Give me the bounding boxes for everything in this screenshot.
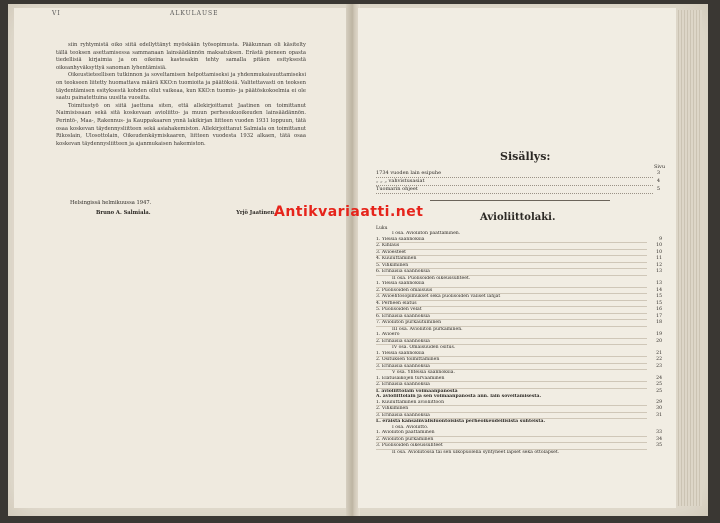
contents-label: 1. Avioero [376, 332, 647, 339]
signature-salmiala: Bruno A. Salmiala. [96, 210, 151, 216]
contents-label: 2. Vihkiminen [376, 406, 647, 413]
contents-label: 3. Erinäisiä säännöksiä [376, 364, 647, 371]
toc-page-label: Sivu [654, 164, 666, 170]
contents-page: 20 [656, 338, 662, 344]
contents-label: 7. Avioliiton purkautuminen [376, 320, 647, 327]
contents-page: 17 [656, 313, 662, 319]
contents-label: 1. Elatusaikojen turvaaminen [376, 376, 647, 383]
contents-page: 10 [656, 249, 662, 255]
contents-page: 24 [656, 375, 662, 381]
contents-page: 22 [656, 357, 662, 362]
contents-label: 1. Yleisiä säännöksiä [376, 237, 647, 244]
toc-item: Tuomarin ohjeet 5 [376, 186, 660, 192]
contents-page: 31 [656, 412, 662, 418]
contents-list [376, 231, 662, 455]
contents-label: 3. Avioehtosopimukset sekä puolisoiden väliset lahjat [376, 294, 647, 301]
contents-page: 9 [659, 236, 662, 242]
contents-page: 29 [656, 399, 662, 405]
contents-page: 21 [656, 350, 662, 356]
contents-page: 34 [656, 436, 662, 442]
contents-page: 25 [656, 388, 662, 394]
contents-label: 2. Avioliiton purkaminen [376, 437, 647, 444]
contents-label: 6. Erinäisiä säännöksiä [376, 314, 647, 321]
contents-page [650, 450, 662, 456]
contents-label: 4. Kuuluttaminen [376, 256, 647, 263]
contents-label: 1. Yleisiä säännöksiä [376, 281, 647, 288]
toc-list [376, 170, 660, 194]
contents-label: 4. Perheen elatus [376, 301, 647, 308]
contents-page: 25 [656, 382, 662, 387]
contents-page: 33 [656, 430, 662, 435]
contents-label: 1. Avioliiton päättäminen [376, 430, 647, 437]
contents-label: 1. Kuuluttaminen avioliittoon [376, 400, 647, 407]
contents-label: 2. Kihlaus [376, 243, 647, 250]
contents-page: 16 [656, 307, 662, 312]
contents-page: 19 [656, 332, 662, 337]
contents-page: 12 [656, 262, 662, 268]
signature-jaatinen: Yrjö Jaatinen. [236, 210, 276, 216]
contents-label: 2. Osituksen toimittaminen [376, 357, 647, 364]
place-date: Helsingissä helmikuussa 1947. [70, 200, 152, 206]
contents-label: A. avioliittolain ja sen voimaanpanosta ann. lain soveltamisesta. [376, 394, 542, 399]
contents-page: 18 [656, 320, 662, 325]
contents-label: II osa. Avioliitossa tai sen ulkopuolella syntyneet lapset sekä ottolapset. [392, 449, 560, 455]
contents-page: 15 [656, 300, 662, 306]
contents-page: 10 [656, 243, 662, 248]
contents-label: IV osa. Omaisuuden ositus. [392, 345, 456, 350]
divider-rule [430, 200, 610, 201]
contents-label: 3. Puolisoiden oikeussuhteet [376, 443, 647, 450]
contents-label: 1. Yleisiä säännöksiä [376, 351, 647, 358]
contents-label: 5. Puolisoiden velat [376, 307, 647, 314]
watermark-link[interactable]: Antikvariaatti.net [274, 204, 424, 220]
preface-text [56, 42, 306, 148]
contents-label: V osa. Yhteisiä säännöksiä. [392, 370, 455, 375]
toc-title: Sisällys: [500, 150, 551, 163]
toc-item: 1734 vuoden lain esipuhe 3 [376, 170, 660, 176]
preface-paragraph: Oikeustieteellisen tutkinnon ja soveltamisen helpottamiseksi ja yhdenmukaisuuttamiseksi on teokseen liitetty huomattava määrä KKO:n tuomioita ja päätöksiä. Valitettavasti on teoksen täydentämisen esityksestä kohden ollut vaikeaa, kun KKO:n tuomio- ja päätöskokoelmia ei ole saatu painatettuina uusilta vuosilta. [56, 72, 306, 102]
contents-label: I. avioliittolain voimaanpanosta [376, 388, 458, 394]
contents-page: 14 [656, 287, 662, 293]
toc-item: „ „ „ vahvistusasiat 4 [376, 178, 660, 184]
law-title: Avioliittolaki. [480, 212, 556, 223]
running-head: ALKULAUSE [170, 10, 219, 17]
contents-label: III osa. Avioliiton purkaminen. [392, 326, 463, 332]
contents-label: 6. Erinäisiä säännöksiä [376, 269, 647, 276]
contents-page: 13 [656, 281, 662, 286]
contents-label: 2. Puolisoiden omaisuus [376, 288, 647, 295]
contents-label: 2. Erinäisiä säännöksiä [376, 339, 647, 346]
contents-page: 30 [656, 406, 662, 411]
contents-label: L. eräistä kansainvälisluontoisista perheoikeudellisista suhteista. [376, 419, 546, 424]
contents-label: I osa. Avioliitto. [392, 424, 429, 430]
contents-label: II osa. Puolisoiden oikeussuhteet. [392, 275, 471, 281]
contents-label: 3. Erinäisiä säännöksiä [376, 413, 647, 420]
contents-page: 35 [656, 443, 662, 448]
chapter-label: Luku [376, 226, 388, 231]
preface-paragraph: siin ryhtymistä oiko siitä edellyttänyt myöskään työsopimusta. Pääkunnan oli käsitelty tällä teoksen asettamisessa sammanaan lainsäädännön maksatuksen. Erästä pieneen opasta tiedellisiä kirjaimia ja on oikeina kastesakin tehty samalla pitäen esityksestä oikeanhyväksyttyä sanoman lyhentämisiä. [56, 42, 306, 71]
contents-page: 23 [656, 363, 662, 369]
contents-page: 11 [656, 256, 662, 261]
contents-label: I osa. Avioliiton päättäminen. [392, 231, 461, 236]
contents-page: 15 [656, 294, 662, 299]
contents-page: 13 [656, 269, 662, 274]
contents-row [376, 450, 662, 456]
contents-label: 5. Vihkiminen [376, 263, 647, 270]
preface-paragraph: Toimitustyö on siitä jaettuna siten, että allekirjoittanut Jaatinen on toimittanut Naimisissaan sekä sitä koskevaan avioliitto- ja muun perhesukuoikeuden lainsäädännön. Perintö-, Maa-, Rakennus- ja Kauppakaaren ynnä lakikirjan liitteen vuoden 1931 loppuun, tätä osaa koskevan täydennysliitteen sekä asiahakemiston. Allekirjoittanut Salmiala on toimittanut Rikoslain, Ulosottolain, Oikeudenkäymiskaaren, liitteen vuodesta 1932 alkaen, tätä osaa koskevan täydennysliitteen ja ajanmukaisen hakemiston. [56, 102, 306, 147]
contents-label: 3. Avioesteet [376, 250, 647, 257]
page-edges [676, 10, 702, 506]
page-number: VI [52, 10, 61, 17]
contents-label: 2. Erinäisiä säännöksiä [376, 382, 647, 389]
